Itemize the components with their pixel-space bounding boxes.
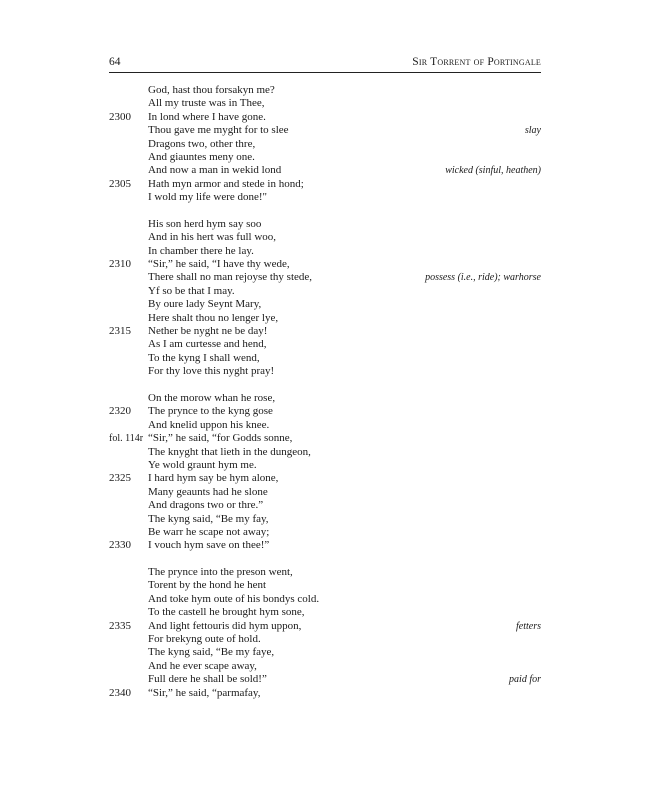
poem-text <box>0 84 650 700</box>
verse-line <box>0 660 650 673</box>
verse-text: “Sir,” he said, “parmafay, <box>148 686 261 699</box>
verse-line <box>0 325 650 338</box>
line-number: 2330 <box>109 539 131 552</box>
stanza-break <box>0 379 650 392</box>
verse-line <box>0 218 650 231</box>
marginal-gloss: possess (i.e., ride); warhorse <box>425 272 541 284</box>
marginal-gloss: slay <box>524 125 541 137</box>
verse-text: “Sir,” he said, “I have thy wede, <box>148 258 290 271</box>
verse-text: Dragons two, other thre, <box>148 137 256 150</box>
line-number: 2325 <box>109 472 131 485</box>
verse-line <box>0 673 650 686</box>
verse-text: Here shalt thou no lenger lye, <box>148 311 279 324</box>
verse-text: Ye wold graunt hym me. <box>148 458 257 471</box>
verse-text: Nether be nyght ne be day! <box>148 325 268 338</box>
marginal-gloss: wicked (sinful, heathen) <box>445 165 541 177</box>
line-number: 2305 <box>109 177 131 190</box>
page-number: 64 <box>109 56 121 68</box>
verse-text: By oure lady Seynt Mary, <box>148 298 262 311</box>
verse-line <box>0 97 650 110</box>
verse-text: Full dere he shall be sold!” <box>148 673 267 686</box>
verse-line <box>0 446 650 459</box>
verse-text: And he ever scape away, <box>148 659 257 672</box>
verse-text: His son herd hym say soo <box>148 217 262 230</box>
verse-line <box>0 338 650 351</box>
verse-line <box>0 566 650 579</box>
verse-text: As I am curtesse and hend, <box>148 338 267 351</box>
verse-text: Yf so be that I may. <box>148 284 235 297</box>
verse-line <box>0 539 650 552</box>
verse-line <box>0 111 650 124</box>
verse-text: Torent by the hond he hent <box>148 579 267 592</box>
verse-text: To the castell he brought hym sone, <box>148 606 305 619</box>
verse-text: The prynce into the preson went, <box>148 566 293 579</box>
verse-line <box>0 271 650 284</box>
marginal-gloss: fetters <box>516 620 541 632</box>
verse-line <box>0 312 650 325</box>
verse-line <box>0 579 650 592</box>
verse-text: And knelid uppon his knee. <box>148 418 270 431</box>
verse-text: Thou gave me myght for to slee <box>148 124 289 137</box>
line-number: 2340 <box>109 686 131 699</box>
marginal-gloss: paid for <box>509 674 541 686</box>
running-title: Sir Torrent of Portingale <box>412 56 541 68</box>
verse-text: To the kyng I shall wend, <box>148 351 260 364</box>
verse-line <box>0 298 650 311</box>
line-number: 2310 <box>109 258 131 271</box>
line-number: 2315 <box>109 325 131 338</box>
verse-text: For brekyng oute of hold. <box>148 633 261 646</box>
verse-text: And in his hert was full woo, <box>148 231 277 244</box>
verse-text: I vouch hym save on thee!” <box>148 539 270 552</box>
verse-text: For thy love this nyght pray! <box>148 365 275 378</box>
verse-line <box>0 231 650 244</box>
line-number: 2320 <box>109 405 131 418</box>
verse-text: I wold my life were done!" <box>148 191 268 204</box>
verse-text: Hath myn armor and stede in hond; <box>148 177 304 190</box>
verse-text: The kyng said, “Be my faye, <box>148 646 275 659</box>
verse-line <box>0 352 650 365</box>
stanza-break <box>0 553 650 566</box>
verse-text: All my truste was in Thee, <box>148 97 265 110</box>
verse-text: And light fettouris did hym uppon, <box>148 619 302 632</box>
verse-line <box>0 486 650 499</box>
verse-line <box>0 472 650 485</box>
verse-line <box>0 84 650 97</box>
verse-line <box>0 459 650 472</box>
verse-line <box>0 245 650 258</box>
verse-line <box>0 593 650 606</box>
folio-marker: fol. 114r <box>109 433 144 445</box>
verse-line <box>0 526 650 539</box>
verse-line <box>0 365 650 378</box>
verse-line <box>0 646 650 659</box>
verse-line <box>0 258 650 271</box>
verse-line <box>0 419 650 432</box>
verse-text: Be warr he scape not away; <box>148 525 270 538</box>
stanza-break <box>0 205 650 218</box>
verse-line <box>0 285 650 298</box>
verse-line <box>0 151 650 164</box>
verse-line <box>0 191 650 204</box>
verse-text: “Sir,” he said, “for Godds sonne, <box>148 432 293 445</box>
verse-text: In chamber there he lay. <box>148 244 254 257</box>
verse-text: The kyng said, “Be my fay, <box>148 512 269 525</box>
verse-line <box>0 687 650 700</box>
verse-line <box>0 620 650 633</box>
running-header <box>109 56 541 73</box>
verse-line <box>0 432 650 445</box>
verse-text: There shall no man rejoyse thy stede, <box>148 271 313 284</box>
verse-text: And giauntes meny one. <box>148 150 255 163</box>
verse-text: God, hast thou forsakyn me? <box>148 84 275 96</box>
verse-line <box>0 138 650 151</box>
verse-line <box>0 124 650 137</box>
verse-text: In lond where I have gone. <box>148 110 266 123</box>
verse-text: And now a man in wekid lond <box>148 164 282 177</box>
verse-line <box>0 405 650 418</box>
verse-line <box>0 178 650 191</box>
verse-text: The knyght that lieth in the dungeon, <box>148 445 311 458</box>
line-number: 2335 <box>109 619 131 632</box>
verse-text: And toke hym oute of his bondys cold. <box>148 592 320 605</box>
verse-text: On the morow whan he rose, <box>148 391 276 404</box>
verse-line <box>0 164 650 177</box>
verse-line <box>0 606 650 619</box>
verse-text: I hard hym say be hym alone, <box>148 472 279 485</box>
verse-line <box>0 633 650 646</box>
verse-line <box>0 513 650 526</box>
verse-text: The prynce to the kyng gose <box>148 405 273 418</box>
verse-text: Many geaunts had he slone <box>148 485 268 498</box>
verse-text: And dragons two or thre.” <box>148 499 264 512</box>
verse-line <box>0 392 650 405</box>
verse-line <box>0 499 650 512</box>
line-number: 2300 <box>109 110 131 123</box>
